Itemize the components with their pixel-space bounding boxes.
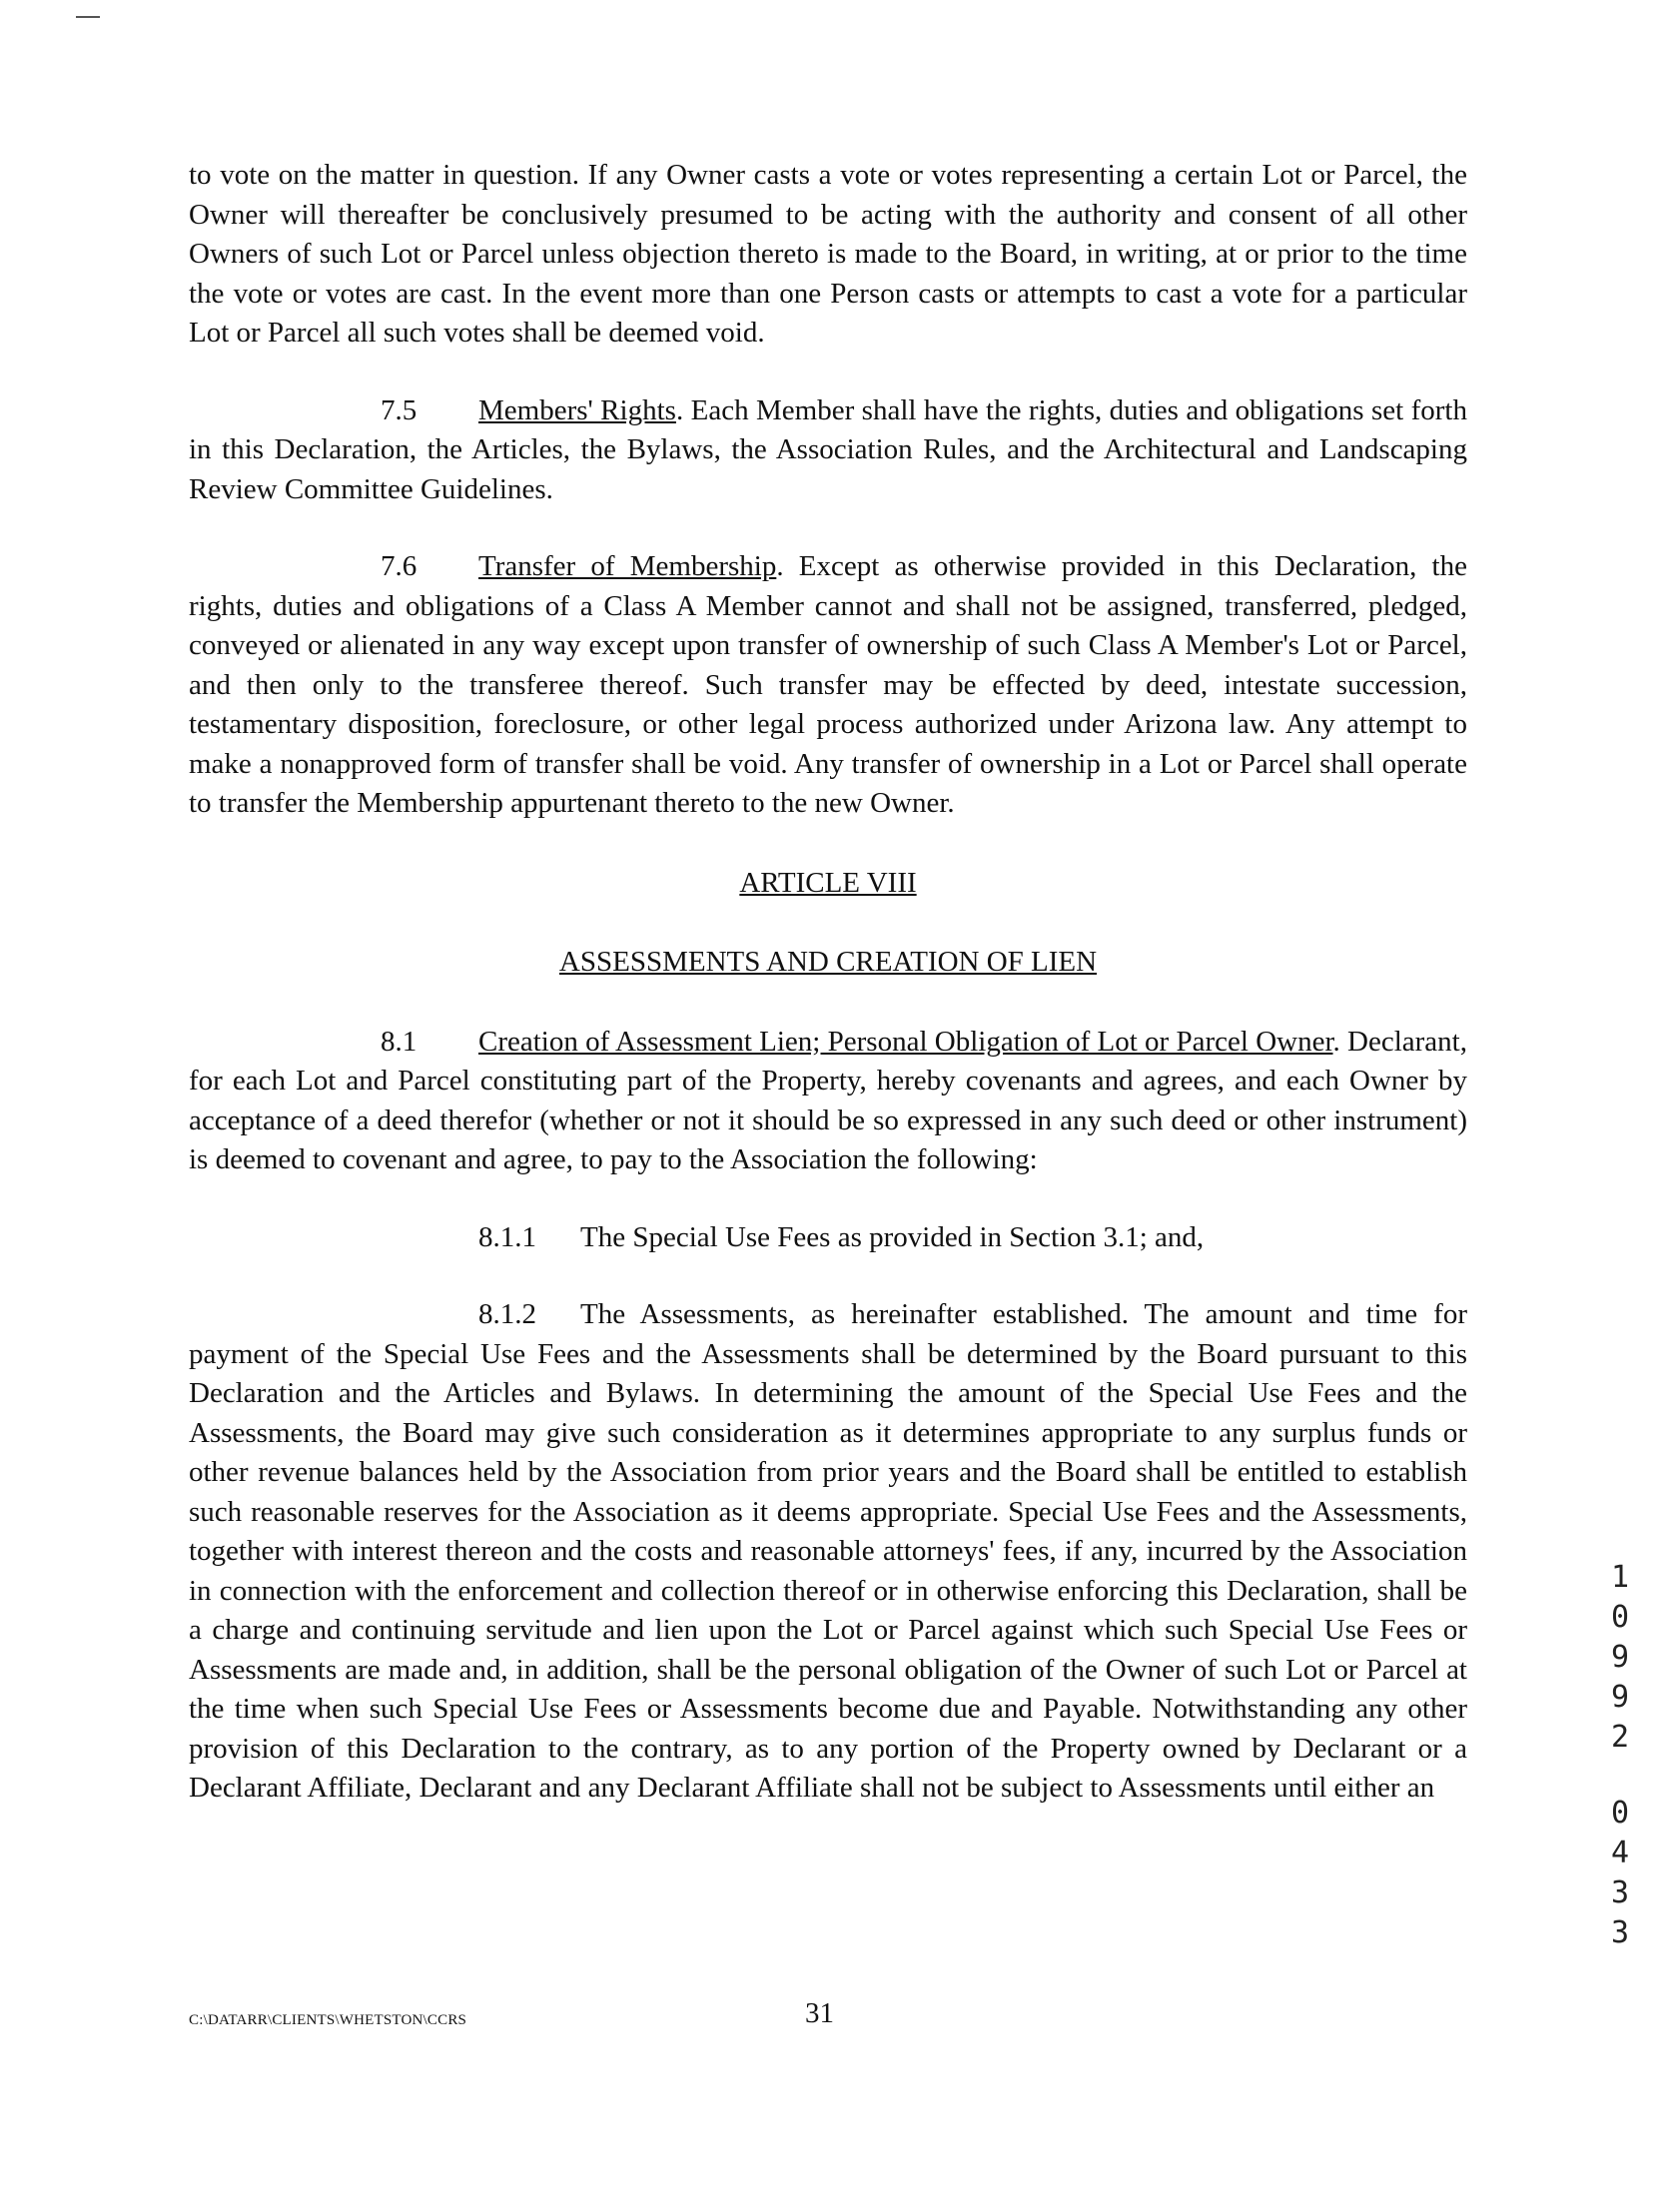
section-7-6 xyxy=(189,547,1467,824)
section-7-6-body: . Except as otherwise provided in this Declaration, the rights, duties and obligations of a Class A Member cannot and shall not be assigned, transferred, pledged, conveyed or alienated in any way except upon transfer of ownership of such Class A Member's Lot or Parcel, and then only to the transferee thereof. Such transfer may be effected by deed, intestate succession, testamentary disposition, foreclosure, or other legal process authorized under Arizona law. Any attempt to make a nonapproved form of transfer shall be void. Any transfer of ownership in a Lot or Parcel shall operate to transfer the Membership appurtenant thereto to the new Owner. xyxy=(189,550,1467,819)
section-7-6-number: 7.6 xyxy=(381,550,418,582)
stamp-digit: 9 xyxy=(1610,1640,1630,1675)
paragraph-voting-continuation: to vote on the matter in question. If any Owner casts a vote or votes representing a certain Lot or Parcel, the Owner will thereafter be conclusively presumed to be acting with the authority and consent of all other Owners of such Lot or Parcel unless objection thereto is made to the Board, in writing, at or prior to the time the vote or votes are cast. In the event more than one Person casts or attempts to cast a vote for a particular Lot or Parcel all such votes shall be deemed void. xyxy=(189,159,1467,349)
document-body xyxy=(189,156,1467,1809)
section-7-5-body: . Each Member shall have the rights, duties and obligations set forth in this Declaration, the Articles, the Bylaws, the Association Rules, and the Architectural and Landscaping Review Committee Guidelines. xyxy=(189,393,1467,505)
section-7-5-number: 7.5 xyxy=(381,393,418,426)
section-8-1-2-body: The Assessments, as hereinafter established. The amount and time for payment of the Special Use Fees and the Assessments shall be determined by the Board pursuant to this Declaration and the Articles and Bylaws. In determining the amount of the Special Use Fees and the Assessments, the Board may give such consideration as it determines appropriate to any surplus funds or other revenue balances held by the Association from prior years and the Board shall be entitled to establish such reasonable reserves for the Association as it deems appropriate. Special Use Fees and the Assessments, together with interest thereon and the costs and reasonable attorneys' fees, if any, incurred by the Association in connection with the enforcement and collection thereof or in otherwise enforcing this Declaration, shall be a charge and continuing servitude and lien upon the Lot or Parcel against which such Special Use Fees or Assessments are made and, in addition, shall be the personal obligation of the Owner of such Lot or Parcel at the time when such Special Use Fees or Assessments become due and Payable. Notwithstanding any other provision of this Declaration to the contrary, as to any portion of the Property owned by Declarant or a Declarant Affiliate, Declarant and any Declarant Affiliate shall not be subject to Assessments until either an xyxy=(189,1298,1467,1804)
recording-number-stamp xyxy=(1600,1558,1640,1953)
footer-file-path: C:\DATARR\CLIENTS\WHETSTON\CCRS xyxy=(189,2012,467,2028)
page-number: 31 xyxy=(805,1997,834,2029)
section-8-1 xyxy=(189,1023,1467,1180)
section-8-1-1-number: 8.1.1 xyxy=(478,1220,536,1253)
article-heading: ARTICLE VIII xyxy=(739,866,917,899)
stamp-digit: 2 xyxy=(1610,1720,1630,1755)
section-8-1-number: 8.1 xyxy=(381,1025,418,1058)
stamp-digit: 3 xyxy=(1610,1875,1630,1910)
section-8-1-title: Creation of Assessment Lien; Personal Obligation of Lot or Parcel Owner xyxy=(478,1025,1333,1058)
scan-edge-mark xyxy=(76,16,100,18)
article-title: ASSESSMENTS AND CREATION OF LIEN xyxy=(558,946,1098,978)
section-8-1-1-body: The Special Use Fees as provided in Section 3.1; and, xyxy=(580,1220,1205,1253)
stamp-digit: 1 xyxy=(1610,1560,1630,1595)
stamp-digit: 0 xyxy=(1610,1600,1630,1635)
stamp-digit: 9 xyxy=(1610,1680,1630,1715)
section-8-1-1 xyxy=(189,1218,1467,1258)
section-7-5-title: Members' Rights xyxy=(478,393,676,426)
section-8-1-2 xyxy=(189,1295,1467,1809)
stamp-digit: 3 xyxy=(1610,1915,1630,1950)
section-8-1-2-number: 8.1.2 xyxy=(478,1298,536,1330)
section-8-1-body: . Declarant, for each Lot and Parcel constituting part of the Property, hereby covenants and agrees, and each Owner by acceptance of a deed therefor (whether or not it should be so expressed in any such deed or other instrument) is deemed to covenant and agree, to pay to the Association the following: xyxy=(189,1025,1467,1175)
section-7-6-title: Transfer of Membership xyxy=(478,550,777,582)
stamp-digit: 0 xyxy=(1610,1796,1630,1831)
stamp-spacer xyxy=(1600,1758,1640,1794)
section-7-5 xyxy=(189,391,1467,510)
stamp-digit: 4 xyxy=(1610,1836,1630,1870)
